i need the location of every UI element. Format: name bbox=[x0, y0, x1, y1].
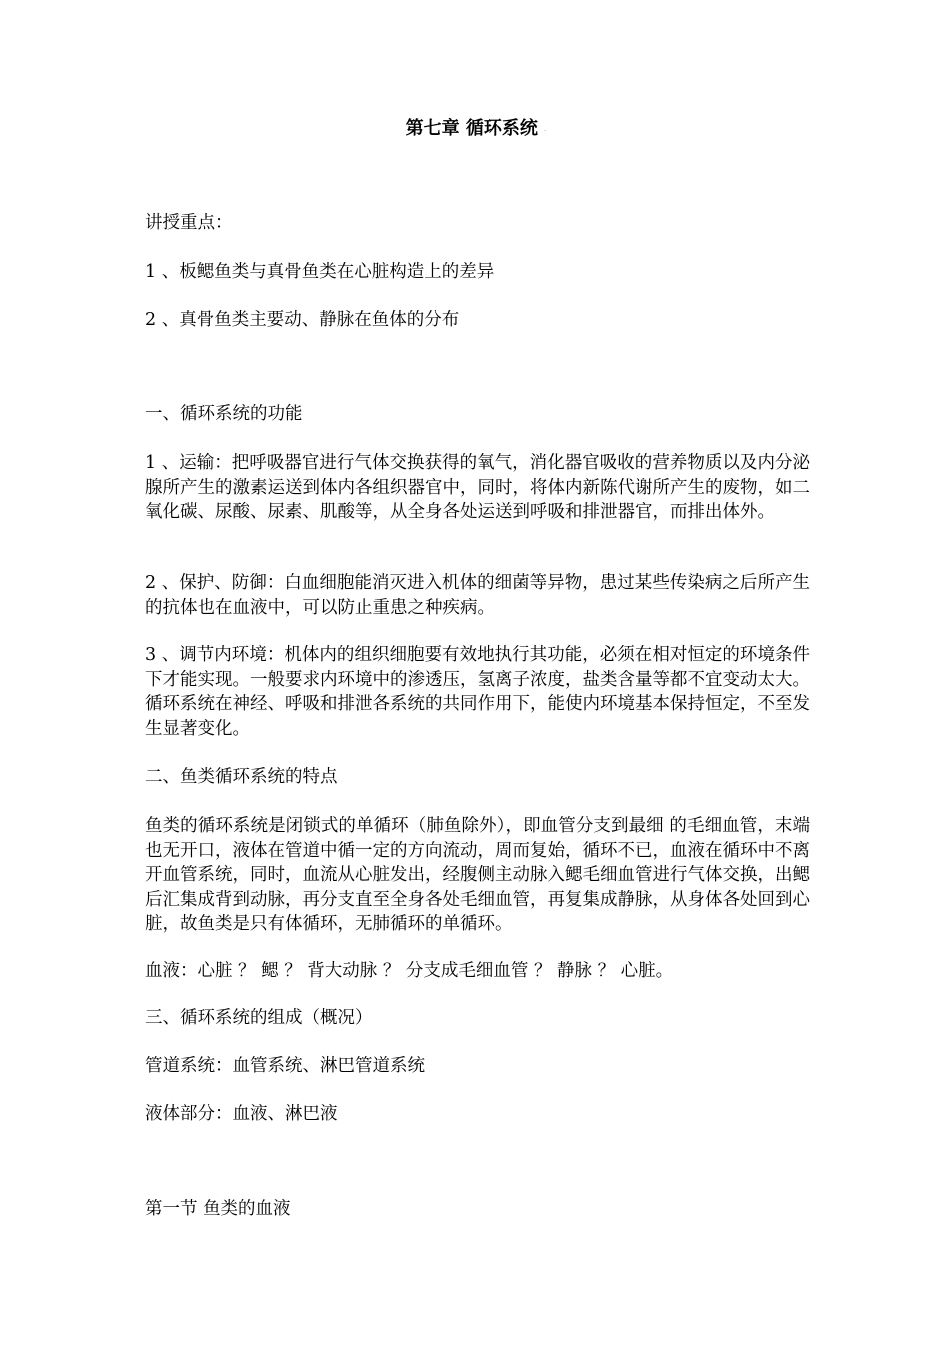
section-3-heading: 三、循环系统的组成（概况） bbox=[145, 1008, 373, 1028]
function-transport-paragraph: 1 、运输：把呼吸器官进行气体交换获得的氧气，消化器官吸收的营养物质以及内分泌腺所产生的激素运送到体内各组织器官中，同时，将体内新陈代谢所产生的废物，如二氧化碳、尿酸、尿素、肌酸等，从全身各处运送到呼吸和排泄器官，而排出体外。 bbox=[145, 453, 810, 522]
function-regulation-paragraph: 3 、调节内环境：机体内的组织细胞要有效地执行其功能，必须在相对恒定的环境条件下才能实现。一般要求内环境中的渗透压，氢离子浓度，盐类含量等都不宜变动太大。循环系统在神经、呼吸和排泄各系统的共同作用下，能使内环境基本保持恒定，不至发生显著变化。 bbox=[145, 645, 810, 739]
title-dot-mark: . bbox=[543, 124, 547, 133]
section-4-heading: 第一节 鱼类的血液 bbox=[145, 1199, 291, 1219]
function-protection-paragraph: 2 、保护、防御：白血细胞能消灭进入机体的细菌等异物，患过某些传染病之后所产生的抗体也在血液中，可以防止重患之种疾病。 bbox=[145, 573, 810, 618]
circulation-features-paragraph: 鱼类的循环系统是闭锁式的单循环（肺鱼除外），即血管分支到最细 的毛细血管，末端也无开口，液体在管道中循一定的方向流动，周而复始，循环不已，血液在循环中不离开血管系统，同时，血流从心脏发出，经腹侧主动脉入鳃毛细血管进行气体交换，出鳃后汇集成背到动脉，再分支直至全身各处毛细血管，再复集成静脉，从身体各处回到心脏，故鱼类是只有体循环，无肺循环的单循环。 bbox=[145, 816, 810, 934]
fluid-part-line: 液体部分：血液、淋巴液 bbox=[145, 1104, 338, 1124]
key-points-label: 讲授重点： bbox=[145, 213, 233, 233]
key-point-1: 1 、板鳃鱼类与真骨鱼类在心脏构造上的差异 bbox=[145, 262, 495, 282]
chapter-title-text: 第七章 循环系统 bbox=[405, 118, 538, 139]
section-2-heading: 二、鱼类循环系统的特点 bbox=[145, 767, 338, 787]
chapter-title bbox=[0, 117, 952, 141]
blood-path-line: 血液：心脏 ？ 鳃 ？ 背大动脉 ？ 分支成毛细血管 ？ 静脉 ？ 心脏。 bbox=[145, 961, 674, 981]
section-1-heading: 一、循环系统的功能 bbox=[145, 404, 303, 424]
key-point-2: 2 、真骨鱼类主要动、静脉在鱼体的分布 bbox=[145, 310, 460, 330]
pipe-system-line: 管道系统：血管系统、淋巴管道系统 bbox=[145, 1056, 425, 1076]
